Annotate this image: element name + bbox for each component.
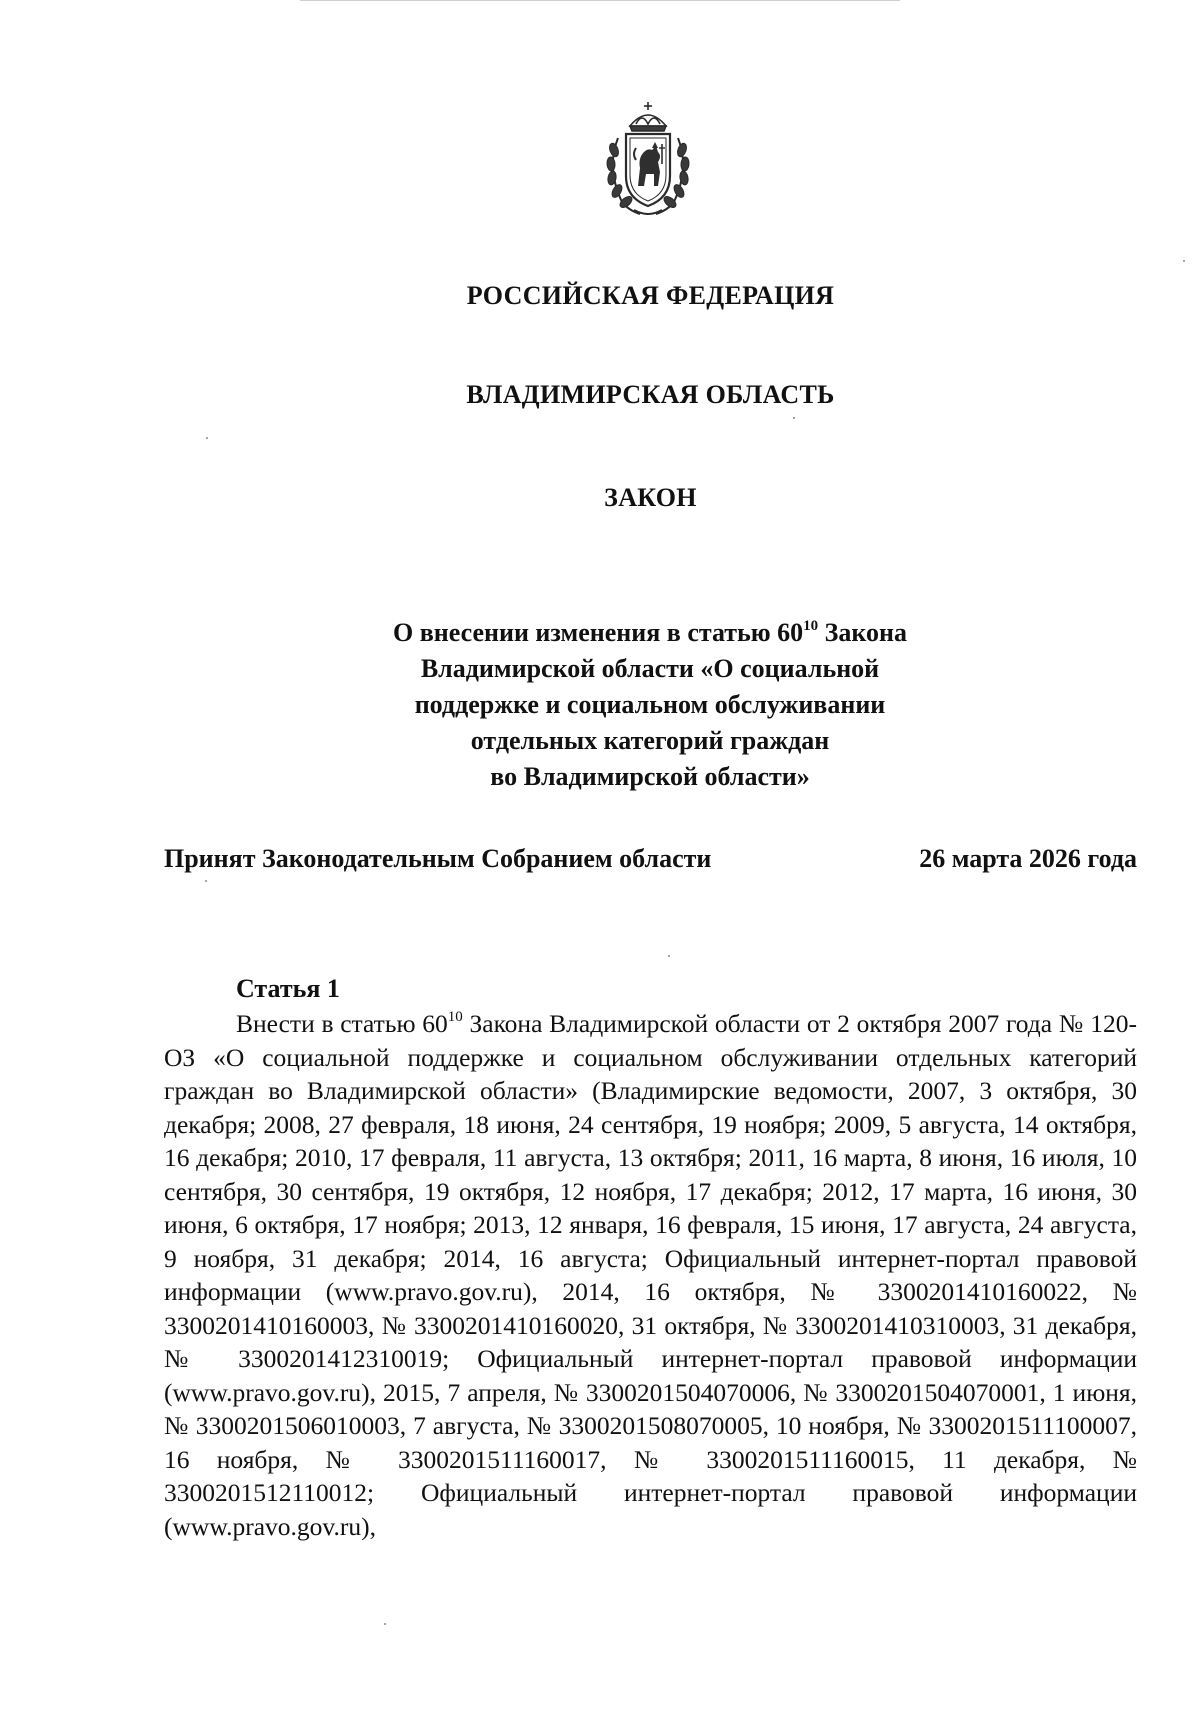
law-title-line-4: отдельных категорий граждан <box>470 726 830 755</box>
article-paragraph: Внести в статью $60^{10}$ Закона Владимирской области от 2 октября 2007 года № 120-ОЗ «О социальной поддержке и социальном обслуживании отдельных категорий граждан во Владимирской области» (Владимирские ведомости, 2007, 3 октября, 30 декабря; 2008, 27 февраля, 18 июня, 24 сентября, 19 ноября; 2009, 5 августа, 14 октября, 16 декабря; 2010, 17 февраля, 11 августа, 13 октября; 2011, 16 марта, 8 июня, 16 июля, 10 сентября, 30 сентября, 19 октября, 12 ноября, 17 декабря; 2012, 17 марта, 16 июня, 30 июня, 6 октября, 17 ноября; 2013, 12 января, 16 февраля, 15 июня, 17 августа, 24 августа, 9 ноября, 31 декабря; 2014, 16 августа; Официальный интернет-портал правовой информации (www.pravo.gov.ru), 2014, 16 октября, № 3300201410160022, № 3300201410160003, № 3300201410160020, 31 октября, № 3300201410310003, 31 декабря, № 3300201412310019; Официальный интернет-портал правовой информации (www.pravo.gov.ru), 2015, 7 апреля, № 3300201504070006, № 3300201504070001, 1 июня, № 3300201506010003, 7 августа, № 3300201508070005, 10 ноября, № 3300201511100007, 16 ноября, № 3300201511160017, № 3300201511160015, 11 декабря, № 3300201512110012; Официальный интернет-портал правовой информации (www.pravo.gov.ru), <box>164 1009 1137 1541</box>
adoption-label: Принят Законодательным Собранием области <box>164 844 712 873</box>
shield-icon <box>626 134 670 206</box>
document-type-heading: ЗАКОН <box>604 483 697 512</box>
scan-speck <box>384 1623 386 1625</box>
scan-speck <box>206 437 208 439</box>
crown-icon <box>630 102 666 131</box>
article-heading: Статья 1 <box>236 974 340 1003</box>
law-title <box>300 615 1000 795</box>
law-title-line-5: во Владимирской области» <box>490 762 810 791</box>
region-heading: ВЛАДИМИРСКАЯ ОБЛАСТЬ <box>466 380 835 409</box>
scan-speck <box>1183 260 1185 262</box>
law-title-line-2: Владимирской области «О социальной <box>420 654 880 683</box>
adoption-date: 26 марта 2026 года <box>919 844 1137 873</box>
scan-edge-line <box>300 0 900 1</box>
coat-of-arms-icon <box>600 98 696 220</box>
country-heading: РОССИЙСКАЯ ФЕДЕРАЦИЯ <box>466 281 835 310</box>
scan-speck <box>205 880 207 882</box>
scan-speck <box>793 417 795 419</box>
adoption-line <box>164 844 1137 874</box>
law-title-line-1: О внесении изменения в статью $60^{10}$ Закона <box>392 618 908 647</box>
law-title-line-3: поддержке и социальном обслуживании <box>414 690 886 719</box>
scan-speck <box>668 955 670 957</box>
